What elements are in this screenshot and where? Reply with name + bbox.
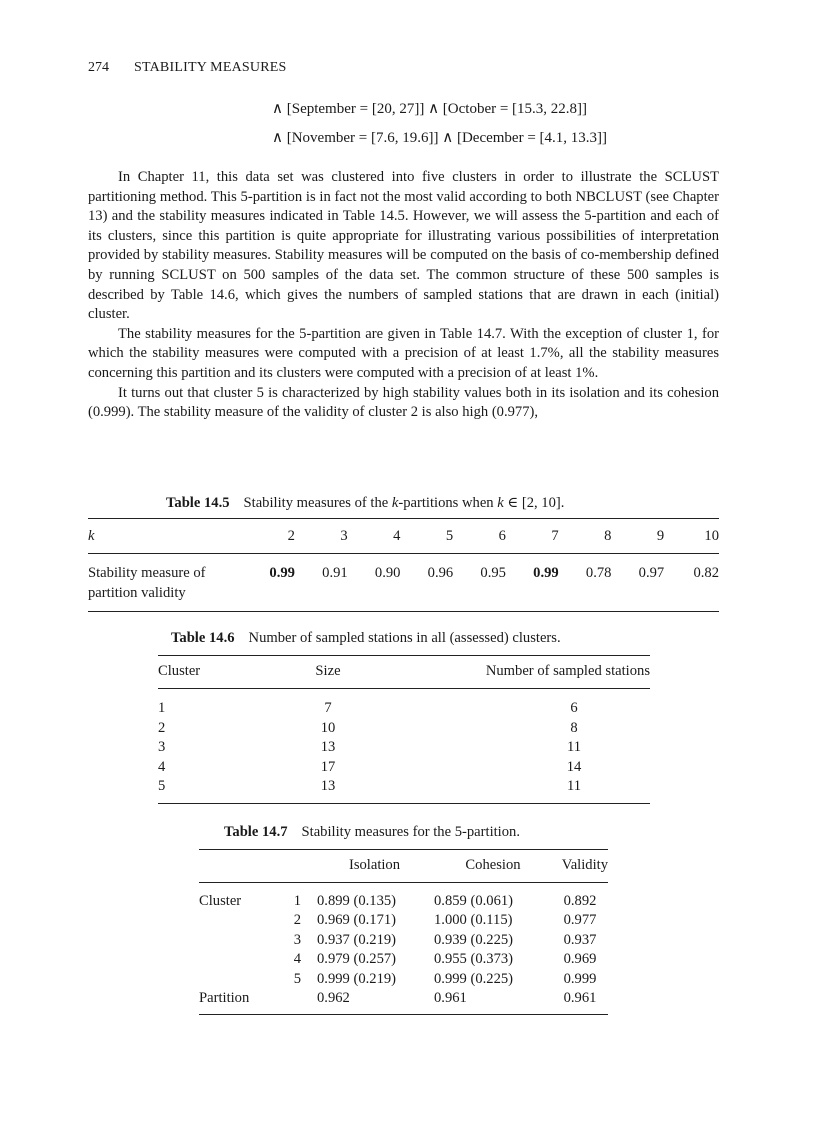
table-cell: 8 (570, 719, 578, 736)
table-row (158, 758, 650, 778)
table-row (88, 554, 719, 612)
table-cell: 0.999 (563, 970, 597, 987)
table-14-7-caption: Table 14.7 Stability measures for the 5-partition. (224, 824, 520, 840)
table-cell: 3 (158, 739, 166, 756)
column-header: 9 (656, 528, 665, 544)
table-row (158, 777, 650, 803)
table-cell: 0.892 (563, 893, 597, 909)
running-header (88, 60, 286, 76)
column-header: Validity (552, 850, 608, 883)
table-label: Table 14.5 (166, 495, 230, 511)
table-header-row (88, 519, 719, 554)
table-cell: 0.955 (0.373) (434, 951, 514, 968)
table-cell: 0.969 (0.171) (317, 912, 397, 929)
column-header: 2 (287, 528, 295, 544)
column-header: Number of sampled stations (378, 656, 650, 689)
table-cell: 0.962 (315, 989, 434, 1015)
table-cell: 0.937 (563, 931, 597, 948)
table-row (158, 719, 650, 739)
column-header: Cluster (158, 656, 278, 689)
table-14-5-caption: Table 14.5 Stability measures of the k-partitions when k ∈ [2, 10]. (166, 495, 565, 511)
table-cell: 0.859 (0.061) (434, 893, 514, 909)
paragraph: In Chapter 11, this data set was clustered into five clusters in order to illustrate the SCLUST partitioning method. This 5-partition is in fact not the most valid according to both NBCLUST (see Chapter 13) and the stability measures indicated in Table 14.5. However, we will assess the 5-partition and each of its clusters, since this partition is quite appropriate for illustrating various possibilities of interpretation provided by stability measures. Stability measures will be computed on the basis of co-membership defined by running SCLUST on 500 samples of the data set. The common structure of these 500 samples is described by Table 14.6, which gives the numbers of sampled stations that are drawn in each (initial) cluster. (88, 169, 719, 323)
row-group-label: Cluster (199, 893, 242, 909)
table-cell: 0.969 (563, 951, 597, 968)
table-row (199, 911, 608, 930)
column-header: Size (278, 656, 378, 689)
table-cell: 0.979 (0.257) (317, 951, 397, 968)
table-cell: 11 (566, 739, 582, 756)
table-cell: 0.939 (0.225) (434, 931, 514, 948)
table-cell: 0.999 (0.219) (317, 970, 397, 987)
table-cell: 0.97 (638, 565, 665, 581)
table-cell: 5 (158, 777, 278, 803)
table-cell: 11 (378, 777, 650, 803)
table-14-6-caption: Table 14.6 Number of sampled stations in all (assessed) clusters. (171, 630, 561, 646)
table-14-5 (88, 518, 719, 612)
table-row (158, 689, 650, 719)
table-cell: 0.78 (585, 565, 612, 581)
table-label: Table 14.6 (171, 630, 235, 646)
table-cell: 0.937 (0.219) (317, 931, 397, 948)
formula-line-1: ∧ [September = [20, 27]] ∧ [October = [15.3, 22.8]] (272, 101, 588, 117)
table-cell: 5 (293, 970, 301, 987)
table-cell: 13 (320, 739, 336, 756)
table-cell: 1 (158, 700, 166, 716)
column-header: 10 (704, 528, 719, 544)
formula-line-2: ∧ [November = [7.6, 19.6]] ∧ [December = [4.1, 13.3]] (272, 130, 608, 146)
column-header: 5 (445, 528, 454, 544)
table-row (199, 883, 608, 912)
table-cell: 2 (293, 912, 301, 929)
row-group-label: Partition (199, 989, 277, 1015)
page-number: 274 (88, 60, 109, 75)
table-cell: 0.961 (434, 989, 552, 1015)
table-row (199, 931, 608, 950)
column-header: 3 (340, 528, 348, 544)
column-header: 6 (498, 528, 506, 544)
table-row (199, 950, 608, 969)
table-row (199, 970, 608, 989)
table-cell: 6 (570, 700, 578, 716)
table-cell: 0.999 (0.225) (434, 970, 514, 987)
table-cell: 0.977 (563, 912, 597, 929)
table-cell: 0.96 (427, 565, 454, 581)
table-cell: 4 (158, 758, 166, 775)
table-14-6 (158, 655, 650, 804)
column-header: k (88, 528, 95, 544)
table-cell: 17 (320, 758, 336, 775)
column-header: 8 (604, 528, 612, 544)
table-14-7 (199, 849, 608, 1015)
table-cell: 2 (158, 719, 166, 736)
table-cell: 1.000 (0.115) (434, 912, 513, 929)
column-header: Cohesion (434, 850, 552, 883)
table-cell: 0.961 (552, 989, 608, 1015)
table-header-row (158, 656, 650, 689)
body-text (88, 168, 719, 423)
table-label: Table 14.7 (224, 824, 288, 840)
column-header: Isolation (315, 850, 434, 883)
table-cell: 0.82 (693, 565, 719, 581)
table-cell: 0.899 (0.135) (317, 893, 397, 909)
table-row (199, 989, 608, 1015)
table-cell: 3 (293, 931, 301, 948)
table-cell: 7 (324, 700, 332, 716)
table-cell: 1 (293, 893, 301, 909)
table-cell: 14 (566, 758, 582, 775)
table-cell: 13 (278, 777, 378, 803)
paragraph: It turns out that cluster 5 is characterized by high stability values both in its isolation and its cohesion (0.999). The stability measure of the validity of cluster 2 is also high (0.977), (88, 384, 719, 421)
table-cell: 0.91 (322, 565, 348, 581)
table-header-row (199, 850, 608, 883)
paragraph: The stability measures for the 5-partition are given in Table 14.7. With the exception of cluster 1, for which the stability measures were computed with a precision of at least 1.7%, all the stability measures concerning this partition and its clusters were computed with a precision of at least 1%. (88, 325, 719, 381)
column-header: 4 (393, 528, 401, 544)
table-cell: 4 (293, 951, 301, 968)
table-cell: 0.95 (480, 565, 506, 581)
row-label: Stability measure of partition validity (88, 565, 206, 601)
table-row (158, 738, 650, 758)
table-cell: 0.99 (533, 565, 559, 581)
table-cell: 0.90 (374, 565, 401, 581)
column-header: 7 (551, 528, 559, 544)
table-cell: 0.99 (269, 565, 295, 581)
table-cell: 10 (320, 719, 336, 736)
running-title: STABILITY MEASURES (134, 60, 287, 75)
